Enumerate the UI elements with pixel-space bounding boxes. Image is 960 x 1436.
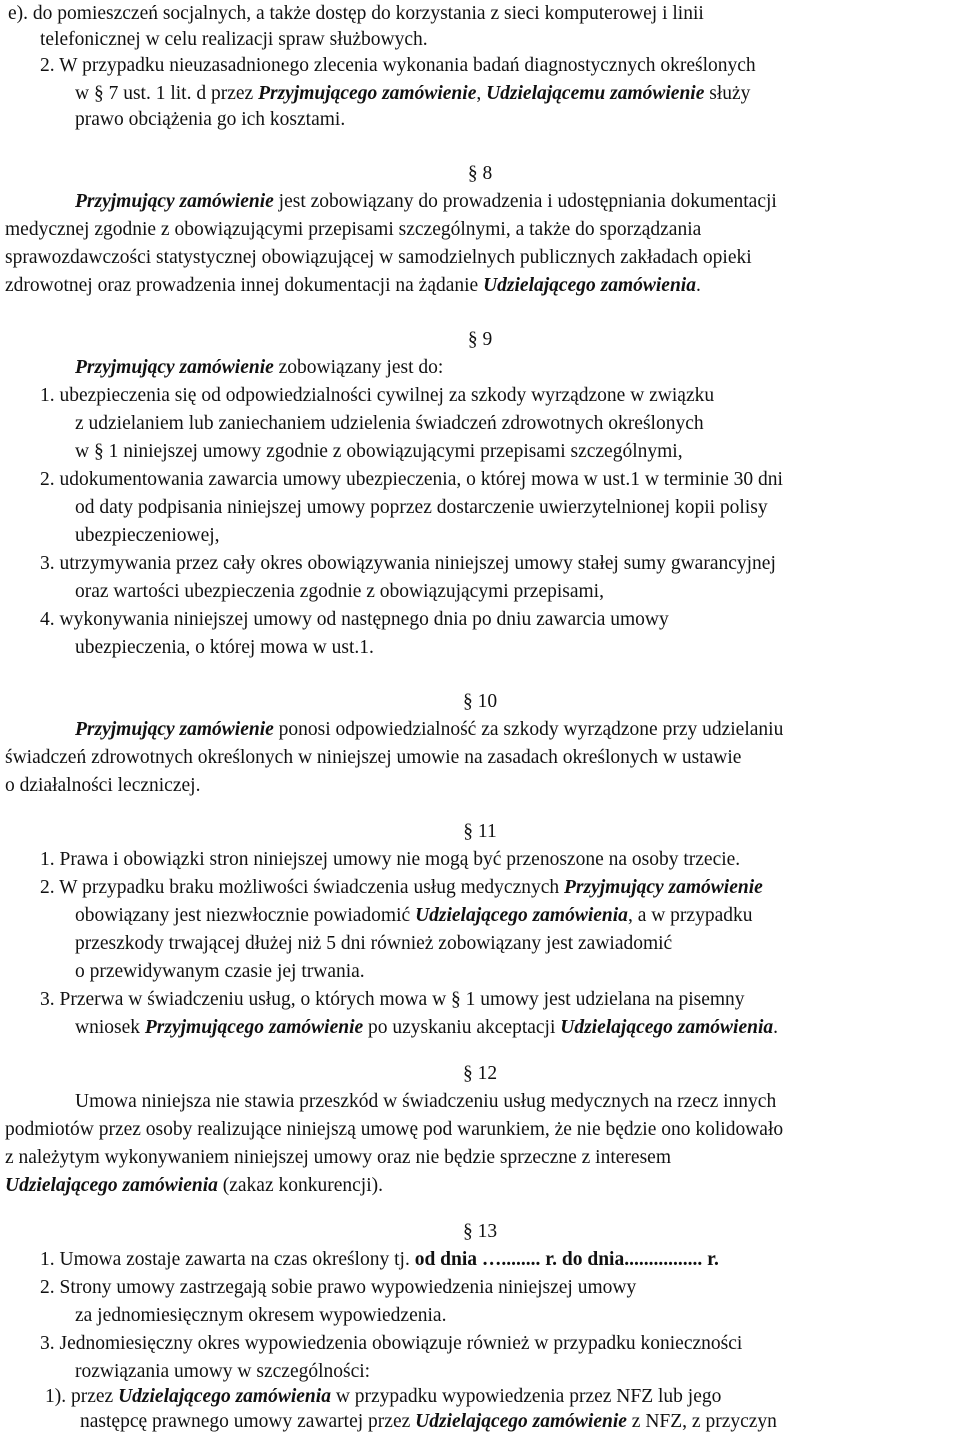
text-run: 1. ubezpieczenia się od odpowiedzialności cywilnej za szkody wyrządzone w związku xyxy=(40,385,715,406)
text-line xyxy=(40,550,776,578)
section-heading xyxy=(0,1060,960,1088)
party-name: Udzielającego zamówienia xyxy=(5,1175,218,1196)
text-run: następcę prawnego umowy zawartej przez xyxy=(80,1411,416,1432)
party-name: Udzielającego zamówienia xyxy=(560,1017,774,1038)
text-run: z NFZ, z przyczyn xyxy=(626,1411,777,1432)
text-line xyxy=(75,438,683,466)
text-line xyxy=(5,272,701,300)
text-run: obowiązany jest niezwłocznie powiadomić xyxy=(75,905,416,926)
section-heading xyxy=(0,818,960,846)
text-line xyxy=(75,106,345,134)
text-run: oraz wartości ubezpieczenia zgodnie z obowiązującymi przepisami, xyxy=(75,581,604,602)
text-run: prawo obciążenia go ich kosztami. xyxy=(75,109,346,130)
text-run: 3. utrzymywania przez cały okres obowiązywania niniejszej umowy stałej sumy gwarancyjnej xyxy=(40,553,776,574)
party-name: Przyjmujący zamówienie xyxy=(75,191,274,212)
text-run: medycznej zgodnie z obowiązującymi przepisami szczególnymi, a także do sporządzania xyxy=(5,219,702,240)
party-name: Udzielającego zamówienia xyxy=(483,275,696,296)
text-run: w § 7 ust. 1 lit. d przez xyxy=(75,83,259,104)
text-run: z należytym wykonywaniem niniejszej umowy oraz nie będzie sprzeczne z interesem xyxy=(5,1147,671,1168)
text-run: w przypadku wypowiedzenia przez NFZ lub jego xyxy=(330,1386,722,1407)
text-run: rozwiązania umowy w szczególności: xyxy=(75,1361,371,1382)
bold-text: od dnia …........ r. do dnia................ r. xyxy=(414,1249,719,1270)
party-name: Udzielającego zamówienie xyxy=(415,1411,627,1432)
text-run: 2. Strony umowy zastrzegają sobie prawo wypowiedzenia niniejszej umowy xyxy=(40,1277,637,1298)
text-line xyxy=(40,1274,636,1302)
party-name: Udzielającemu zamówienie xyxy=(486,83,705,104)
text-run: przeszkody trwającej dłużej niż 5 dni również zobowiązany jest zawiadomić xyxy=(75,933,673,954)
text-run: o przewidywanym czasie jej trwania. xyxy=(75,961,365,982)
text-run: jest zobowiązany do prowadzenia i udostępniania dokumentacji xyxy=(273,191,777,212)
text-run: 4. wykonywania niniejszej umowy od następnego dnia po dniu zawarcia umowy xyxy=(40,609,669,630)
text-run: Umowa niniejsza nie stawia przeszkód w świadczeniu usług medycznych na rzecz innych xyxy=(75,1091,777,1112)
text-line xyxy=(75,958,365,986)
text-line xyxy=(40,874,763,902)
text-line xyxy=(80,1408,777,1436)
text-run: zobowiązany jest do: xyxy=(273,357,444,378)
text-run: § 10 xyxy=(462,691,498,712)
text-line xyxy=(75,188,777,216)
text-line xyxy=(40,1330,742,1358)
text-run: 2. W przypadku braku możliwości świadczenia usług medycznych xyxy=(40,877,565,898)
text-line xyxy=(75,354,443,382)
text-line xyxy=(40,606,669,634)
text-run: za jednomiesięcznym okresem wypowiedzenia. xyxy=(75,1305,447,1326)
section-heading xyxy=(0,688,960,716)
text-line xyxy=(45,1383,721,1411)
text-run: 2. udokumentowania zawarcia umowy ubezpieczenia, o której mowa w ust.1 w terminie 30 dni xyxy=(40,469,783,490)
text-run: w § 1 niniejszej umowy zgodnie z obowiązującymi przepisami szczególnymi, xyxy=(75,441,683,462)
text-line xyxy=(75,578,604,606)
text-run: z udzielaniem lub zaniechaniem udzielenia świadczeń zdrowotnych określonych xyxy=(75,413,704,434)
text-line xyxy=(75,410,704,438)
text-run: zdrowotnej oraz prowadzenia innej dokumentacji na żądanie xyxy=(5,275,484,296)
text-line xyxy=(5,744,741,772)
text-run: (zakaz konkurencji). xyxy=(217,1175,383,1196)
text-line xyxy=(40,382,714,410)
text-run: ponosi odpowiedzialność za szkody wyrządzone przy udzielaniu xyxy=(273,719,784,740)
party-name: Przyjmujący zamówienie xyxy=(75,357,274,378)
text-line xyxy=(75,522,220,550)
text-run: § 12 xyxy=(462,1063,498,1084)
text-run: wniosek xyxy=(75,1017,145,1038)
text-line xyxy=(5,1172,383,1200)
text-run: 3. Jednomiesięczny okres wypowiedzenia obowiązuje również w przypadku konieczności xyxy=(40,1333,743,1354)
text-run: 2. W przypadku nieuzasadnionego zlecenia wykonania badań diagnostycznych określonych xyxy=(40,55,756,76)
text-run: § 13 xyxy=(462,1221,498,1242)
text-line xyxy=(5,216,701,244)
text-line xyxy=(40,846,740,874)
text-run: , a w przypadku xyxy=(627,905,753,926)
party-name: Udzielającego zamówienia xyxy=(118,1386,331,1407)
text-line xyxy=(75,902,752,930)
text-run: e). do pomieszczeń socjalnych, a także dostęp do korzystania z sieci komputerowej i linii xyxy=(8,3,704,24)
text-run: od daty podpisania niniejszej umowy poprzez dostarczenie uwierzytelnionej kopii polisy xyxy=(75,497,768,518)
text-line xyxy=(75,1302,446,1330)
text-run: § 11 xyxy=(463,821,497,842)
text-line xyxy=(8,0,704,28)
text-run: ubezpieczenia, o której mowa w ust.1. xyxy=(75,637,374,658)
text-line xyxy=(40,52,756,80)
party-name: Przyjmujący zamówienie xyxy=(564,877,763,898)
text-run: podmiotów przez osoby realizujące niniejszą umowę pod warunkiem, że nie będzie ono kolidowało xyxy=(5,1119,784,1140)
text-line xyxy=(40,466,783,494)
text-line xyxy=(75,1088,776,1116)
text-line xyxy=(5,772,200,800)
text-line xyxy=(75,634,374,662)
text-run: służy xyxy=(704,83,751,104)
text-run: 3. Przerwa w świadczeniu usług, o których mowa w § 1 umowy jest udzielana na pisemny xyxy=(40,989,745,1010)
text-run: 1. Umowa zostaje zawarta na czas określony tj. xyxy=(40,1249,415,1270)
text-run: sprawozdawczości statystycznej obowiązującej w samodzielnych publicznych zakładach opieki xyxy=(5,247,752,268)
text-line xyxy=(5,1116,783,1144)
text-run: . xyxy=(773,1017,779,1038)
text-line xyxy=(5,244,752,272)
text-line xyxy=(40,1246,719,1274)
section-heading xyxy=(0,326,960,354)
text-line xyxy=(75,716,783,744)
text-line xyxy=(75,930,672,958)
text-line xyxy=(75,80,750,108)
text-run: po uzyskaniu akceptacji xyxy=(363,1017,561,1038)
text-run: § 8 xyxy=(467,163,493,184)
party-name: Przyjmującego zamówienie xyxy=(144,1017,364,1038)
party-name: Udzielającego zamówienia xyxy=(415,905,628,926)
party-name: Przyjmującego zamówienie xyxy=(258,83,477,104)
text-run: 1. Prawa i obowiązki stron niniejszej umowy nie mogą być przenoszone na osoby trzecie. xyxy=(40,849,741,870)
text-line xyxy=(75,1014,778,1042)
text-run: , xyxy=(476,83,487,104)
text-run: telefonicznej w celu realizacji spraw służbowych. xyxy=(40,29,428,50)
text-run: 1). przez xyxy=(45,1386,119,1407)
section-heading xyxy=(0,160,960,188)
text-line xyxy=(75,1358,370,1386)
section-heading xyxy=(0,1218,960,1246)
text-run: świadczeń zdrowotnych określonych w niniejszej umowie na zasadach określonych w ustawie xyxy=(5,747,742,768)
text-line xyxy=(75,494,768,522)
text-line xyxy=(5,1144,671,1172)
text-run: § 9 xyxy=(467,329,493,350)
text-run: ubezpieczeniowej, xyxy=(75,525,220,546)
text-line xyxy=(40,26,428,54)
text-line xyxy=(40,986,745,1014)
party-name: Przyjmujący zamówienie xyxy=(75,719,274,740)
text-run: o działalności leczniczej. xyxy=(5,775,201,796)
text-run: . xyxy=(695,275,701,296)
